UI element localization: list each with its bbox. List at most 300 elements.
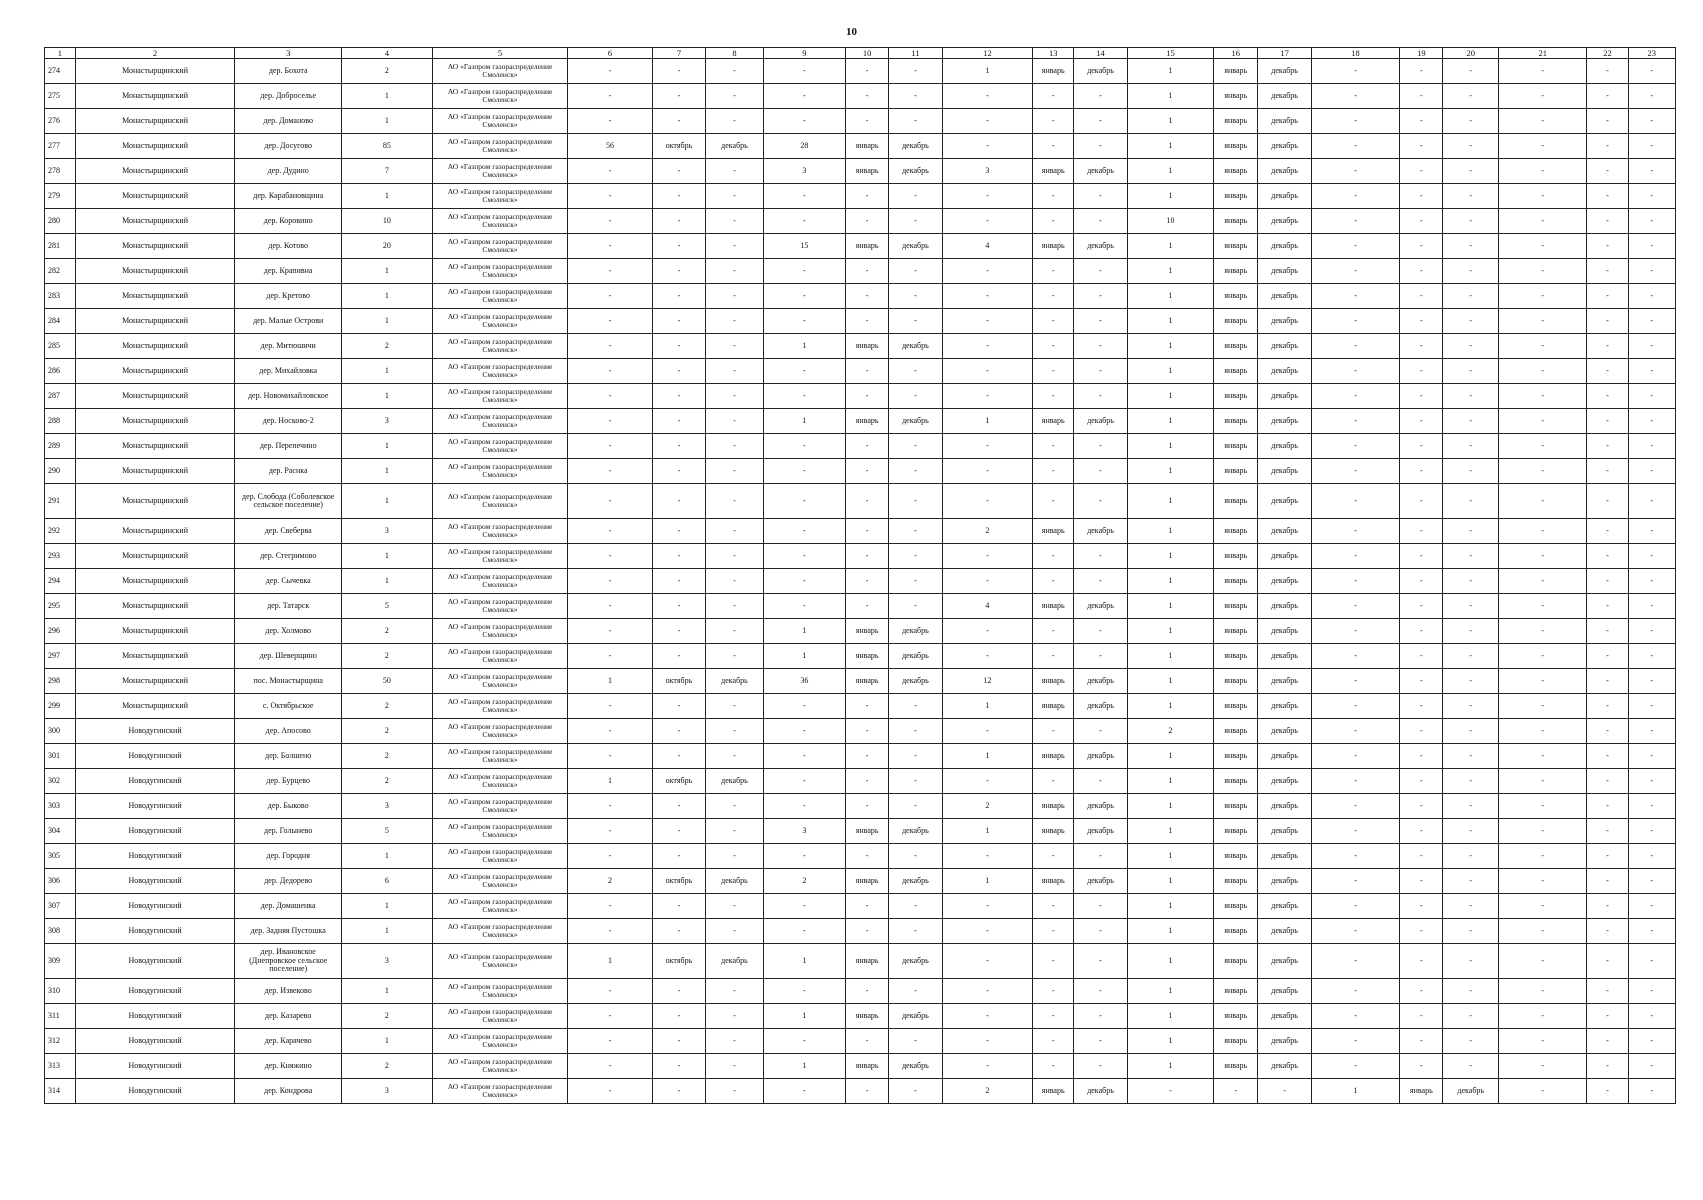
table-cell: - [889,434,942,459]
table-cell: декабрь [889,619,942,644]
table-cell: - [846,259,889,284]
table-cell: - [1033,259,1074,284]
table-cell: - [652,844,705,869]
table-cell: октябрь [652,134,705,159]
table-cell: Новодугинский [75,769,234,794]
table-cell: 305 [45,844,76,869]
table-cell: - [1074,309,1127,334]
table-cell: - [1443,594,1499,619]
table-cell: Новодугинский [75,844,234,869]
table-cell: АО «Газпром газораспределение Смоленск» [432,484,568,519]
column-header: 6 [568,48,652,59]
table-cell: - [846,1079,889,1104]
table-cell: - [763,359,845,384]
table-cell: декабрь [1258,84,1311,109]
table-cell: - [1587,259,1628,284]
table-cell: 1 [342,109,432,134]
table-cell: - [889,519,942,544]
table-cell: январь [1033,694,1074,719]
table-cell: - [706,1004,764,1029]
table-cell: - [1443,719,1499,744]
table-cell: - [889,744,942,769]
table-cell: АО «Газпром газораспределение Смоленск» [432,619,568,644]
table-cell: 3 [342,519,432,544]
table-cell: - [1498,744,1586,769]
table-cell: - [1311,569,1399,594]
table-cell: - [1033,484,1074,519]
table-cell: декабрь [1258,184,1311,209]
table-cell: дер. Голынево [235,819,342,844]
table-cell: 2 [342,644,432,669]
table-cell: - [652,1079,705,1104]
table-cell: Монастырщинский [75,159,234,184]
table-cell: январь [1214,359,1258,384]
table-cell: - [763,1079,845,1104]
table-cell: дер. Апосово [235,719,342,744]
table-cell: - [1033,184,1074,209]
table-cell: - [763,484,845,519]
table-cell: - [846,484,889,519]
table-cell: - [1587,384,1628,409]
table-cell: - [706,409,764,434]
table-cell: Монастырщинский [75,209,234,234]
table-cell: - [1311,619,1399,644]
table-cell: 1 [1127,234,1213,259]
table-cell: АО «Газпром газораспределение Смоленск» [432,769,568,794]
table-cell: - [1587,619,1628,644]
table-cell: 281 [45,234,76,259]
table-cell: - [706,84,764,109]
column-header: 9 [763,48,845,59]
table-row [45,519,1676,544]
table-cell: январь [1214,384,1258,409]
table-cell: АО «Газпром газораспределение Смоленск» [432,694,568,719]
table-cell: декабрь [1258,359,1311,384]
table-cell: - [1628,384,1675,409]
table-cell: декабрь [1258,234,1311,259]
table-cell: - [1443,819,1499,844]
table-cell: - [652,569,705,594]
table-cell: - [1443,619,1499,644]
table-cell: - [1587,594,1628,619]
table-cell: - [889,359,942,384]
table-cell: - [652,919,705,944]
table-cell: - [1628,59,1675,84]
table-cell: дер. Михайловка [235,359,342,384]
table-cell: - [846,309,889,334]
table-cell: дер. Татарск [235,594,342,619]
table-cell: - [1400,259,1443,284]
table-row [45,84,1676,109]
table-cell: - [652,544,705,569]
table-cell: - [706,544,764,569]
table-cell: дер. Сычевка [235,569,342,594]
table-cell: - [846,209,889,234]
table-cell: - [846,459,889,484]
table-cell: дер. Свеберва [235,519,342,544]
table-cell: - [1443,359,1499,384]
table-cell: 1 [763,1054,845,1079]
table-cell: - [1587,844,1628,869]
table-cell: Монастырщинский [75,569,234,594]
table-cell: - [889,569,942,594]
table-cell: - [1443,259,1499,284]
table-cell: Монастырщинский [75,694,234,719]
table-cell: - [1628,619,1675,644]
table-cell: - [1400,459,1443,484]
table-cell: - [652,434,705,459]
table-cell: АО «Газпром газораспределение Смоленск» [432,109,568,134]
table-cell: декабрь [1074,819,1127,844]
table-cell: 295 [45,594,76,619]
table-cell: - [1443,134,1499,159]
table-cell: - [1587,234,1628,259]
table-cell: 1 [568,944,652,979]
table-cell: - [1498,309,1586,334]
table-cell: - [1628,744,1675,769]
table-cell: - [1628,544,1675,569]
table-cell: - [1443,1029,1499,1054]
table-cell: дер. Досугово [235,134,342,159]
table-cell: январь [1033,1079,1074,1104]
table-cell: - [1074,894,1127,919]
table-cell: Новодугинский [75,794,234,819]
table-cell: январь [1214,159,1258,184]
table-cell: - [568,109,652,134]
table-cell: дер. Казарево [235,1004,342,1029]
table-cell: Монастырщинский [75,359,234,384]
table-cell: - [846,434,889,459]
table-cell: 304 [45,819,76,844]
column-header: 12 [942,48,1032,59]
table-cell: - [1033,209,1074,234]
table-cell: январь [1214,979,1258,1004]
table-cell: Монастырщинский [75,594,234,619]
table-cell: - [889,109,942,134]
table-cell: дер. Доманово [235,109,342,134]
table-cell: - [1443,209,1499,234]
table-cell: - [1311,744,1399,769]
table-cell: январь [1033,669,1074,694]
table-cell: 1 [342,309,432,334]
table-cell: 1 [1127,944,1213,979]
table-cell: - [1587,744,1628,769]
table-cell: - [942,384,1032,409]
table-cell: - [706,209,764,234]
table-cell: - [1074,359,1127,384]
table-cell: - [706,259,764,284]
table-cell: - [706,309,764,334]
table-cell: 1 [1127,1054,1213,1079]
table-cell: декабрь [1258,434,1311,459]
table-cell: декабрь [1074,159,1127,184]
table-cell: - [1587,919,1628,944]
table-cell: 308 [45,919,76,944]
table-cell: 2 [342,769,432,794]
table-cell: - [1628,409,1675,434]
table-cell: - [1311,234,1399,259]
table-cell: - [568,744,652,769]
table-cell: декабрь [1074,669,1127,694]
column-header: 4 [342,48,432,59]
table-cell: январь [846,159,889,184]
table-cell: 279 [45,184,76,209]
table-cell: - [568,84,652,109]
table-cell: дер. Кондрова [235,1079,342,1104]
table-cell: - [846,1029,889,1054]
table-cell: - [763,594,845,619]
table-cell: - [763,694,845,719]
table-cell: январь [1214,594,1258,619]
table-cell: декабрь [889,159,942,184]
table-cell: декабрь [1258,409,1311,434]
table-cell: 6 [342,869,432,894]
table-cell: - [1628,284,1675,309]
table-cell: - [1587,209,1628,234]
table-cell: - [1628,519,1675,544]
table-cell: 1 [763,619,845,644]
table-cell: декабрь [889,134,942,159]
table-cell: январь [1214,769,1258,794]
table-cell: - [1628,844,1675,869]
table-cell: декабрь [1258,59,1311,84]
table-cell: - [1311,134,1399,159]
table-cell: - [1498,209,1586,234]
table-cell: январь [1214,484,1258,519]
table-cell: декабрь [1258,844,1311,869]
table-cell: дер. Доброселье [235,84,342,109]
table-row [45,334,1676,359]
table-cell: 1 [342,434,432,459]
table-cell: 313 [45,1054,76,1079]
table-cell: 1 [942,819,1032,844]
table-cell: декабрь [1258,979,1311,1004]
table-cell: - [1074,284,1127,309]
table-cell: - [1587,109,1628,134]
table-cell: 2 [942,1079,1032,1104]
table-cell: январь [846,819,889,844]
table-cell: дер. Новомихайловское [235,384,342,409]
column-header: 17 [1258,48,1311,59]
table-cell: 1 [342,979,432,1004]
table-cell: дер. Городня [235,844,342,869]
column-header: 5 [432,48,568,59]
table-cell: декабрь [1258,769,1311,794]
table-cell: декабрь [1258,159,1311,184]
table-cell: - [706,109,764,134]
page-number: 10 [846,26,857,38]
table-cell: дер. Княжино [235,1054,342,1079]
table-cell: - [1443,309,1499,334]
table-cell: - [1400,719,1443,744]
table-cell: дер. Носково-2 [235,409,342,434]
table-cell: - [1400,184,1443,209]
table-cell: - [1311,59,1399,84]
table-cell: - [1074,484,1127,519]
table-cell: декабрь [706,769,764,794]
table-cell: - [1311,384,1399,409]
table-cell: АО «Газпром газораспределение Смоленск» [432,819,568,844]
table-cell: дер. Митюшичи [235,334,342,359]
table-cell: - [1033,359,1074,384]
table-cell: - [846,84,889,109]
table-cell: - [568,979,652,1004]
table-cell: - [1443,979,1499,1004]
table-cell: - [1074,944,1127,979]
table-cell: - [1587,334,1628,359]
table-cell: декабрь [1258,819,1311,844]
table-cell: - [942,719,1032,744]
column-header: 23 [1628,48,1675,59]
table-cell: январь [1214,134,1258,159]
table-cell: - [846,519,889,544]
table-cell: - [706,569,764,594]
table-cell: - [1587,484,1628,519]
table-cell: - [763,59,845,84]
table-cell: - [1587,359,1628,384]
table-row [45,744,1676,769]
table-cell: - [1443,84,1499,109]
table-cell: Новодугинский [75,894,234,919]
table-cell: - [1587,84,1628,109]
table-cell: - [1443,644,1499,669]
table-cell: - [652,1004,705,1029]
table-cell: - [846,744,889,769]
table-cell: - [1498,109,1586,134]
table-cell: декабрь [1074,409,1127,434]
table-cell: декабрь [706,669,764,694]
table-cell: - [1074,569,1127,594]
table-cell: 1 [1127,544,1213,569]
table-cell: - [889,209,942,234]
table-cell: - [1498,519,1586,544]
table-cell: 2 [342,744,432,769]
table-cell: - [889,894,942,919]
table-cell: - [568,719,652,744]
table-cell: январь [846,619,889,644]
table-cell: - [942,544,1032,569]
table-row [45,184,1676,209]
table-cell: - [1628,869,1675,894]
table-cell: декабрь [706,869,764,894]
table-cell: - [706,384,764,409]
table-cell: октябрь [652,769,705,794]
table-cell: - [568,234,652,259]
table-cell: декабрь [1258,259,1311,284]
table-cell: - [1587,979,1628,1004]
table-cell: декабрь [706,134,764,159]
table-row [45,919,1676,944]
table-cell: - [1498,619,1586,644]
table-cell: - [1443,669,1499,694]
table-cell: 1 [342,259,432,284]
table-cell: Новодугинский [75,819,234,844]
table-cell: - [568,694,652,719]
table-row [45,869,1676,894]
table-cell: - [1074,434,1127,459]
table-cell: 1 [342,544,432,569]
table-row [45,234,1676,259]
table-cell: - [1074,644,1127,669]
table-cell: Монастырщинский [75,59,234,84]
table-cell: - [652,894,705,919]
table-cell: - [568,919,652,944]
table-cell: - [1311,669,1399,694]
table-cell: - [1443,894,1499,919]
table-cell: - [1400,669,1443,694]
table-cell: - [846,919,889,944]
table-cell: - [1628,919,1675,944]
table-cell: 1 [1127,84,1213,109]
table-cell: - [1311,309,1399,334]
table-cell: дер. Холмово [235,619,342,644]
table-cell: Монастырщинский [75,134,234,159]
table-cell: - [1498,844,1586,869]
table-cell: АО «Газпром газораспределение Смоленск» [432,1079,568,1104]
table-cell: - [568,1029,652,1054]
table-cell: - [1628,1004,1675,1029]
table-cell: - [763,719,845,744]
table-cell: - [1628,594,1675,619]
table-row [45,594,1676,619]
table-cell: - [763,844,845,869]
table-cell: - [652,594,705,619]
table-cell: - [1443,234,1499,259]
table-cell: - [706,1054,764,1079]
table-cell: - [889,284,942,309]
table-cell: - [1628,434,1675,459]
table-cell: - [1311,719,1399,744]
table-cell: - [846,979,889,1004]
table-cell: январь [846,669,889,694]
table-cell: - [1074,769,1127,794]
table-cell: - [1074,1029,1127,1054]
table-cell: Монастырщинский [75,384,234,409]
table-cell: январь [1214,569,1258,594]
table-cell: - [1074,459,1127,484]
table-cell: - [1443,459,1499,484]
table-cell: - [1311,484,1399,519]
table-cell: - [1498,719,1586,744]
table-cell: - [1443,409,1499,434]
table-cell: Монастырщинский [75,284,234,309]
table-cell: 1 [1127,134,1213,159]
table-cell: январь [1214,669,1258,694]
table-cell: - [1311,109,1399,134]
table-cell: - [1443,1004,1499,1029]
table-cell: АО «Газпром газораспределение Смоленск» [432,944,568,979]
table-cell: - [652,979,705,1004]
table-cell: - [1311,769,1399,794]
table-cell: Монастырщинский [75,619,234,644]
table-cell: - [1311,259,1399,284]
table-cell: - [846,844,889,869]
table-cell: 1 [342,459,432,484]
table-cell: - [1498,1029,1586,1054]
table-cell: - [1587,644,1628,669]
table-row [45,259,1676,284]
table-cell: - [889,1029,942,1054]
table-cell: - [1033,1004,1074,1029]
table-cell: декабрь [1258,459,1311,484]
table-cell: - [1400,434,1443,459]
table-cell: - [652,744,705,769]
table-cell: дер. Ивановское (Днепровское сельское поселение) [235,944,342,979]
table-cell: 291 [45,484,76,519]
table-cell: январь [846,409,889,434]
table-cell: - [1400,919,1443,944]
table-cell: дер. Коровино [235,209,342,234]
